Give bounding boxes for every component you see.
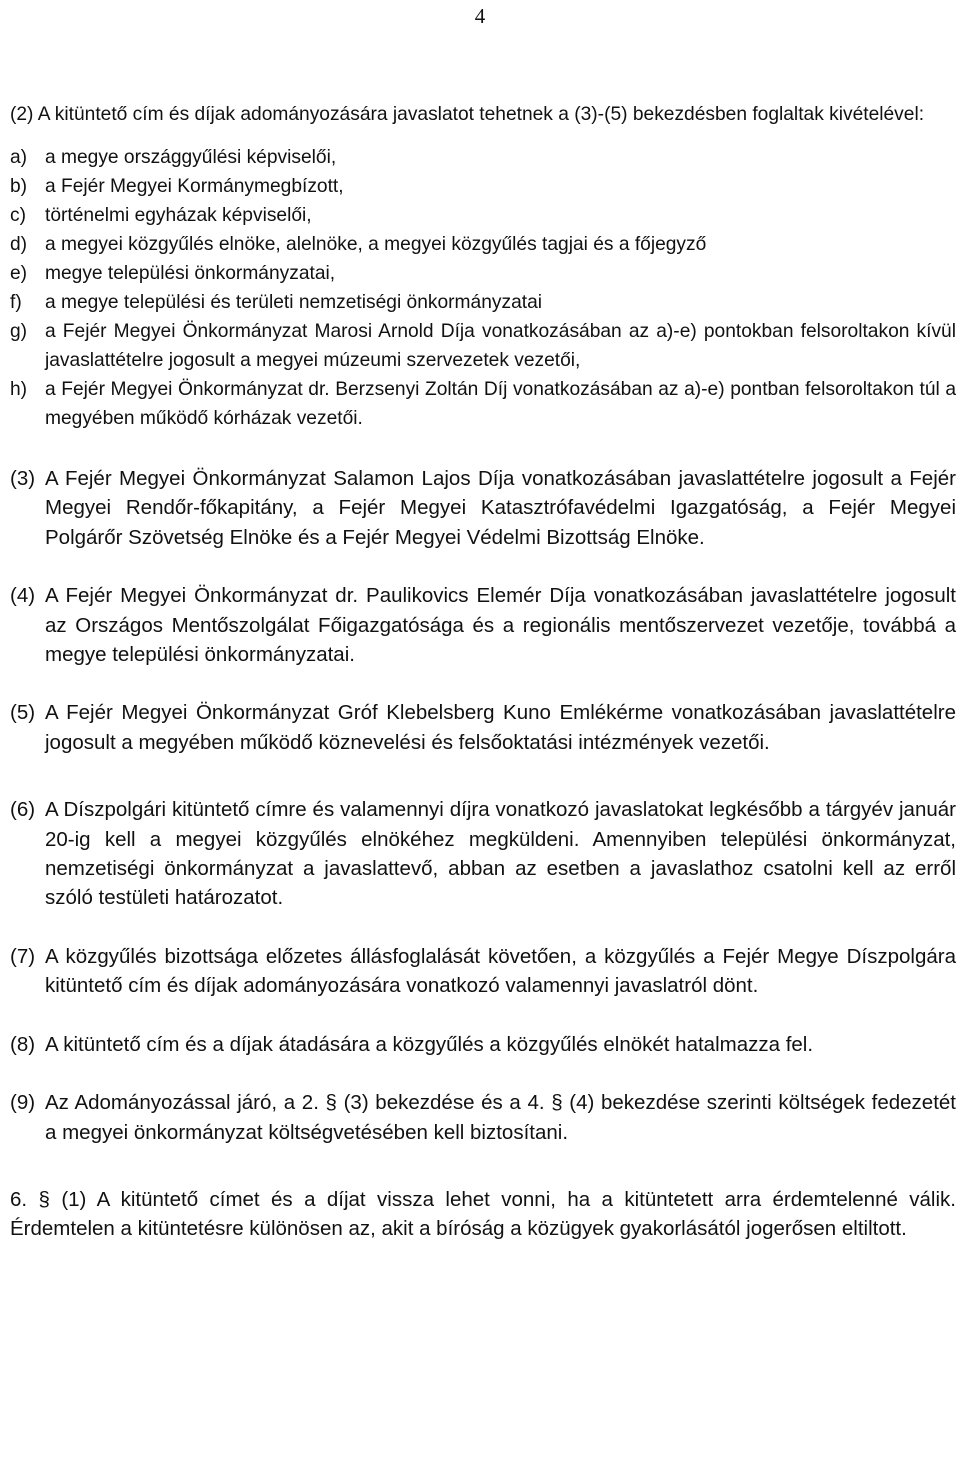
paragraph-6 [10,795,956,913]
paragraph-2-text: A kitüntető cím és díjak adományozására javaslatot tehetnek a (3)-(5) bekezdésben foglaltak kivételével: [37,104,925,125]
paragraph-5 [10,698,956,757]
paragraph-5-number: (5) [10,701,36,725]
document-body [10,100,956,1244]
paragraph-7-text: A közgyűlés bizottsága előzetes állásfoglalását követően, a közgyűlés a Fejér Megye Díszpolgára kitüntető cím és díjak adományozására vonatkozó valamennyi javaslatról dönt. [45,944,956,998]
page-number: 4 [474,4,486,28]
paragraph-7 [10,942,956,1001]
paragraph-3-number: (3) [10,467,36,490]
list-item: d) a megyei közgyűlés elnöke, alelnöke, a megyei közgyűlés tagjai és a főjegyző [10,234,707,255]
paragraph-2 [10,100,956,129]
paragraph-5-text: A Fejér Megyei Önkormányzat Gróf Klebelsberg Kuno Emlékérme vonatkozásában javaslattételre jogosult a megyében működő köznevelési és felsőoktatási intézmények vezetői. [45,701,956,754]
paragraph-7-number: (7) [10,944,36,968]
paragraph-2-number: (2) [10,104,34,125]
paragraph-4-text: A Fejér Megyei Önkormányzat dr. Paulikovics Elemér Díja vonatkozásában javaslattételre jogosult az Országos Mentőszolgálat Főigazgatósága és a regionális mentőszervezet vezetője, továbbá a megye települési önkormányzatai. [45,584,956,667]
paragraph-9-number: (9) [10,1091,36,1115]
list-item: c) történelmi egyházak képviselői, [10,205,312,226]
paragraph-4 [10,581,956,669]
paragraph-8-number: (8) [10,1032,36,1056]
proposer-list [10,143,956,433]
list-item: f) a megye települési és területi nemzetiségi önkormányzatai [10,292,543,313]
paragraph-6-text: A Díszpolgári kitüntető címre és valamennyi díjra vonatkozó javaslatokat legkésőbb a tárgyév január 20-ig kell a megyei közgyűlés elnökéhez megküldeni. Amennyiben települési önkormányzat, nemzetiségi önkormányzat a javaslattevő, abban az esetben a javaslathoz csatolni kell az erről szóló testületi határozatot. [45,798,956,910]
list-item: h) a Fejér Megyei Önkormányzat dr. Berzsenyi Zoltán Díj vonatkozásában az a)-e) pontban felsoroltakon túl a megyében működő kórházak vezetői. [10,379,956,429]
paragraph-3 [10,464,956,552]
section-6-text: § (1) A kitüntető címet és a díjat vissza lehet vonni, ha a kitüntetett arra érdemtelenné válik. Érdemtelen a kitüntetésre különösen az, akit a bíróság a közügyek gyakorlásától jogerősen eltiltott. [10,1187,956,1241]
paragraph-9 [10,1088,956,1147]
section-6 [10,1185,956,1244]
list-item: b) a Fejér Megyei Kormánymegbízott, [10,176,344,197]
list-item: g) a Fejér Megyei Önkormányzat Marosi Arnold Díja vonatkozásában az a)-e) pontokban felsoroltakon kívül javaslattételre jogosult a megyei múzeumi szervezetek vezetői, [10,321,956,371]
paragraph-6-number: (6) [10,798,36,822]
paragraph-8 [10,1030,956,1059]
list-item: e) megye települési önkormányzatai, [10,263,336,284]
paragraph-3-text: A Fejér Megyei Önkormányzat Salamon Lajos Díja vonatkozásában javaslattételre jogosult a Fejér Megyei Rendőr-főkapitány, a Fejér Megyei Katasztrófavédelmi Igazgatóság, a Fejér Megyei Polgárőr Szövetség Elnöke és a Fejér Megyei Védelmi Bizottság Elnöke. [45,467,956,549]
paragraph-8-text: A kitüntető cím és a díjak átadására a közgyűlés a közgyűlés elnökét hatalmazza fel. [45,1032,814,1056]
list-item: a) a megye országgyűlési képviselői, [10,147,337,168]
paragraph-4-number: (4) [10,584,36,608]
section-6-number: 6. [10,1187,28,1211]
paragraph-9-text: Az Adományozással járó, a 2. § (3) bekezdése és a 4. § (4) bekezdése szerinti költségek fedezetét a megyei önkormányzat költségvetésében kell biztosítani. [45,1091,956,1144]
